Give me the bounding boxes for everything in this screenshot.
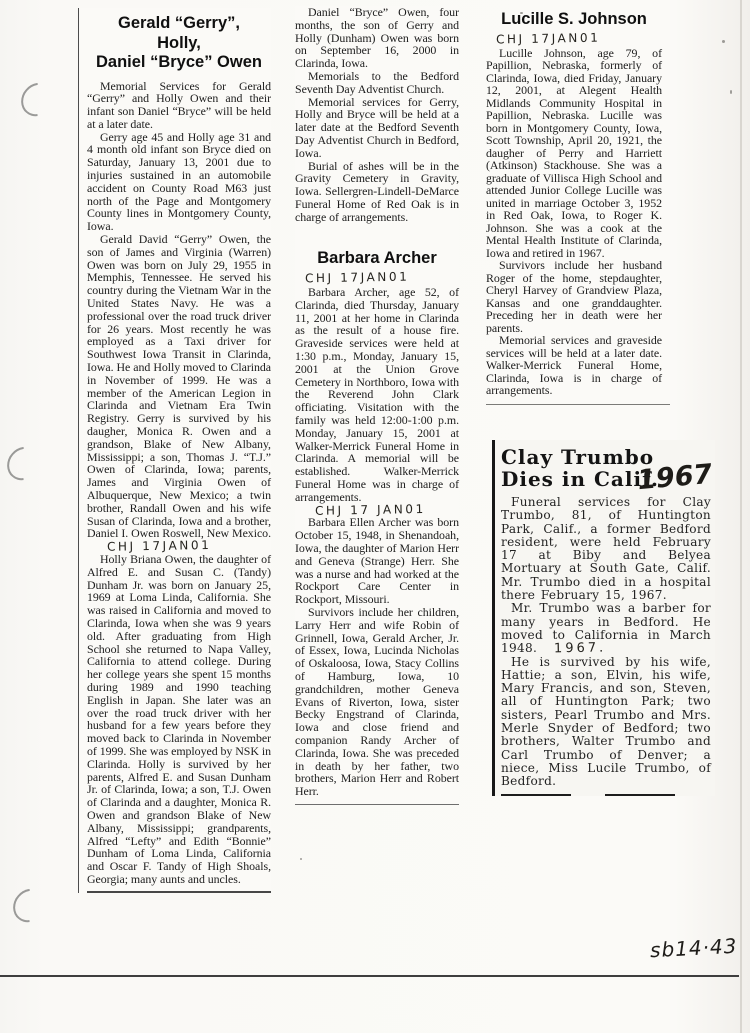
title-line: Holly,: [157, 33, 201, 52]
title-line: Gerald “Gerry”,: [118, 14, 240, 32]
obituary-paragraph: Memorial services for Gerry, Holly and Bryce will be held at a later date at the Bedford Seventh Day Adventist Church in Bedford, Iowa.: [295, 94, 459, 160]
clipping-bottom-rule: [501, 794, 711, 796]
year-annotation: 1967.: [553, 640, 607, 657]
clipping-bottom-rule: [295, 804, 459, 805]
paragraph-text: Mr. Trumbo was a barber for many years in Bedford. He moved to California in March 1948.: [501, 601, 711, 656]
obituary-paragraph: [87, 233, 271, 553]
obituary-paragraph: Survivors include her husband Roger of the home, stepdaughter, Cheryl Harvey of Grandview Plaza, Kansas and one granddaughter. Preceding her in death were her parents.: [486, 258, 662, 335]
binder-hole-mark: [0, 440, 46, 487]
middle-column-clipping: [295, 6, 459, 805]
page-bottom-rule: [0, 975, 739, 977]
clipping-bottom-rule: [87, 891, 271, 893]
obituary-paragraph: Memorial Services for Gerald “Gerry” and Holly Owen and their infant son Daniel “Bryce” will be held at a later date.: [87, 78, 271, 131]
obituary-paragraph: [295, 286, 459, 516]
binder-hole-mark: [6, 882, 52, 929]
owen-obituary-title: [87, 14, 271, 73]
obituary-paragraph: Burial of ashes will be in the Gravity Cemetery in Gravity, Iowa. Sellergren-Lindell-DeMarce Funeral Home of Red Oak is in charge of arrangements.: [295, 158, 459, 224]
date-stamp-annotation: CHJ 17JAN01: [304, 269, 410, 286]
obituary-paragraph: He is survived by his wife, Hattie; a son, Elvin, his wife, Mary Francis, and son, Steven, all of Huntington Park; two sisters, Pearl Trumbo and Mrs. Merle Snyder of Bedford; two brothers, Walter Trumbo and Carl Trumbo of Denver; a niece, Miss Lucile Trumbo, of Bedford.: [501, 654, 711, 789]
clipping-bottom-rule: [486, 404, 670, 405]
page-edge-shadow: [740, 0, 742, 1033]
paragraph-text: Gerald David “Gerry” Owen, the son of James and Virginia (Warren) Owen was born on July 29, 1955 in Memphis, Tennessee. He served his country during the Vietnam War in the United States Navy. He was a professional over the road truck driver for 26 years. Most recently he was employed as a Taxi driver for Southwest Iowa Transit in Clarinda, Iowa. He and Holly moved to Clarinda in November of 1999. He was a member of the American Legion in Clarinda and Vietnam Era Twin Registry. Gerry is survived by his daugher, Monica R. Owen and a grandson, Blake of New Albany, Mississippi; a son, Thomas J. “T.J.” Owen of Clarinda, Iowa; parents, James and Virginia Owen of Albuquerque, New Mexico; a twin brother, Randall Owen and his wife Susan of Clarinda, Iowa and a brother, Daniel I. Owen Roswell, New Mexico.: [87, 232, 271, 541]
scan-speck: [730, 90, 732, 94]
obituary-paragraph: Memorial services and graveside services will be held at a later date. Walker-Merrick Funeral Home, Clarinda, Iowa is in charge of arrangements.: [486, 333, 662, 397]
obituary-paragraph: Barbara Ellen Archer was born October 15, 1948, in Shenandoah, Iowa, the daughter of Marion Herr and Geneva (Strange) Herr. She was a nurse and had worked at the Rockport Care Center in Rockport, Missouri.: [295, 515, 459, 607]
johnson-obituary-title: Lucille S. Johnson: [501, 10, 647, 28]
obituary-paragraph: Memorials to the Bedford Seventh Day Adventist Church.: [295, 68, 459, 96]
obituary-paragraph: [501, 602, 711, 655]
date-stamp-annotation: CHJ 17 JAN01: [314, 501, 426, 518]
owen-obituary-clipping: [78, 8, 271, 893]
scan-speck: [300, 858, 302, 860]
title-line: Clay Trumbo: [501, 445, 655, 469]
johnson-obituary-clipping: [486, 10, 662, 405]
binder-hole-mark: [14, 76, 60, 123]
obituary-paragraph: Lucille Johnson, age 79, of Papillion, Nebraska, formerly of Clarinda, Iowa, died Friday, January 12, 2001, at Alegent Health Midlands Community Hospital in Papillion, Nebraska. Lucille was born in Montgomery County, Iowa, Scott Township, April 20, 1921, the daugher of Perry and Harriett (Atkinson) Stackhouse. She was a graduate of Villisca High School and attended Junior College Lucille was united in marriage October 3, 1952 in Red Oak, Iowa, to Roger K. Johnson. She was a cook at the Mental Health Institute of Clarinda, Iowa and retired in 1967.: [486, 45, 662, 260]
trumbo-obituary-title: [501, 445, 714, 497]
obituary-paragraph: Gerry age 45 and Holly age 31 and 4 month old infant son Bryce died on Saturday, January 13, 2001 due to injuries sustained in an automobile accident on County Road M63 just north of the Page and Montgomery County lines in Montgomery County, Iowa.: [87, 129, 271, 234]
title-line: Dies in Calif.: [501, 467, 659, 491]
paragraph-text: Barbara Archer, age 52, of Clarinda, died Thursday, January 11, 2001 at her home in Clarinda as the result of a house fire. Graveside services were held at 1:30 p.m., Monday, January 15, 2001 at the Union Grove Cemetery in Northboro, Iowa with the Reverend John Clark officiating. Visitation with the family was held 12:00-1:00 p.m. Monday, January 15, 2001 at Walker-Merrick Funeral Home in Clarinda. A memorial will be established. Walker-Merrick Funeral Home was in charge of arrangements.: [295, 285, 459, 504]
rule-segment: [501, 794, 571, 796]
date-stamp-annotation: CHJ 17JAN01: [106, 538, 212, 554]
title-line: Daniel “Bryce” Owen: [96, 53, 262, 71]
corner-code-annotation: sb14·43: [649, 933, 738, 963]
scan-speck: [722, 40, 725, 43]
trumbo-obituary-clipping: [492, 440, 715, 796]
archer-obituary-title: Barbara Archer: [317, 248, 437, 267]
year-annotation: 1967: [635, 458, 714, 497]
rule-segment: [605, 794, 675, 796]
obituary-paragraph: Daniel “Bryce” Owen, four months, the son of Gerry and Holly (Dunham) Owen was born on September 16, 2000 in Clarinda, Iowa.: [295, 5, 459, 71]
obituary-paragraph: Funeral services for Clay Trumbo, 81, of Huntington Park, Calif., a former Bedford resident, were held February 17 at Biby and Belyea Mortuary at South Gate, Calif. Mr. Trumbo died in a hospital there February 15, 1967.: [501, 495, 711, 603]
obituary-paragraph: Survivors include her children, Larry Herr and wife Robin of Grinnell, Iowa, Gerald Archer, Jr. of Essex, Iowa, Lucinda Nicholas of Oskaloosa, Iowa, Stacy Collins of Hamburg, Iowa, 10 grandchildren, mother Geneva Evans of Riverton, Iowa, sister Becky Engstrand of Clarinda, Iowa and close friend and companion Randy Archer of Clarinda, Iowa. She was preceded in death by her father, two brothers, Marion Herr and Robert Herr.: [295, 604, 459, 799]
obituary-paragraph: Holly Briana Owen, the daughter of Alfred E. and Susan C. (Tandy) Dunham Jr. was born on January 25, 1969 at Loma Linda, California. She was raised in California and moved to Clarinda, Iowa when she was 9 years old. After graduating from High School she returned to Napa Valley, California to attend college. During her college years she spent 15 months during 1989 and 1990 teaching English in Japan. She later was an over the road truck driver with her husband for a few years before they moved back to Clarinda in November of 1999. She was employed by NSK in Clarinda. Holly is survived by her parents, Alfred E. and Susan Dunham Jr. of Clarinda, Iowa; a son, T.J. Owen of Clarinda and a daughter, Monica R. Owen and grandson Blake of New Albany, Mississippi; grandparents, Alfred “Lefty” and Edith “Bonnie” Dunham of Loma Linda, California and Oscar F. Tandy of High Shoals, Georgia; many aunts and uncles.: [87, 551, 271, 886]
date-stamp-annotation: CHJ 17JAN01: [495, 30, 601, 46]
